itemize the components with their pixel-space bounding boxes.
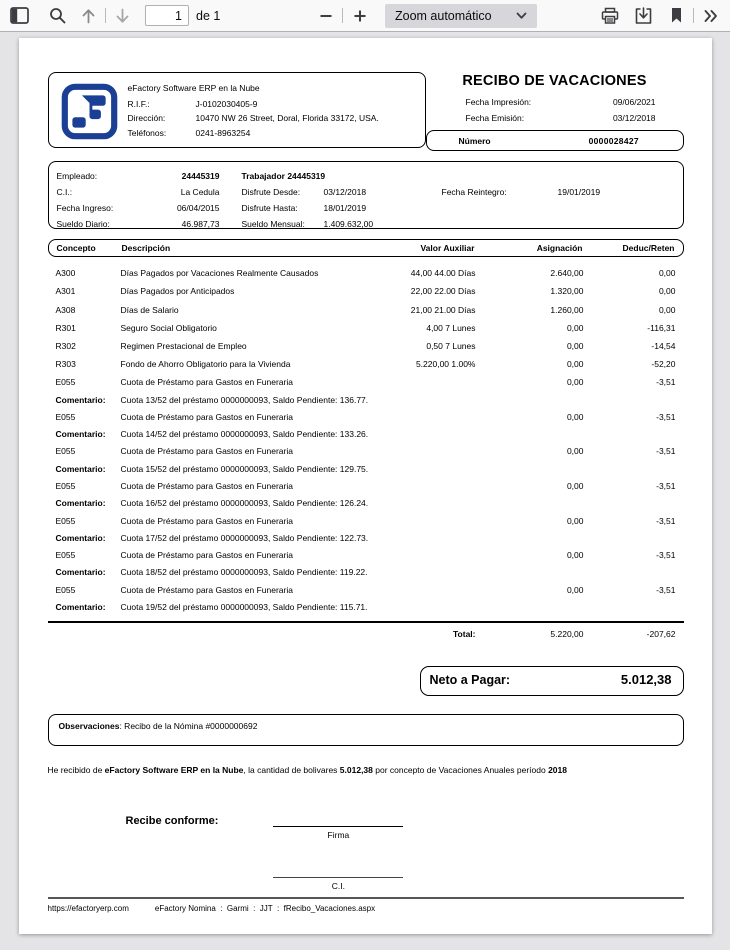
concept-row: R301 Seguro Social Obligatorio 4,00 7 Lunes 0,00 -116,31	[55, 322, 676, 333]
page-count-label: de 1	[196, 8, 221, 23]
total-asignacion: 5.220,00	[550, 629, 584, 640]
page-number-input[interactable]	[145, 5, 189, 26]
ack-part3: por concepto de Vacaciones Anuales período	[372, 764, 549, 775]
receipt-number-box	[426, 130, 684, 151]
ci-line	[273, 877, 403, 878]
sueldo-diario-value: 46.987,73	[181, 219, 220, 230]
concept-row: E055 Cuota de Préstamo para Gastos en Funeraria 0,00 -3,51	[55, 411, 676, 422]
reintegro-label: Fecha Reintegro:	[441, 187, 507, 198]
arrow-down-icon	[115, 8, 130, 24]
current-view-button[interactable]	[663, 2, 690, 29]
ci-label: C.I.:	[56, 187, 73, 198]
disfrute-desde-label: Disfrute Desde:	[241, 187, 301, 198]
concepts-table-header	[48, 239, 684, 257]
ack-amount: 5.012,38	[339, 764, 373, 775]
next-page-button[interactable]	[109, 2, 136, 29]
emission-date-value: 03/12/2018	[612, 112, 656, 123]
observaciones-box	[48, 714, 684, 746]
recibe-conforme-label: Recibe conforme:	[125, 815, 219, 828]
footer-path: eFactory Nomina : Garmi : JJT : fRecibo_Vacaciones.aspx	[154, 904, 376, 913]
document-footer	[48, 897, 684, 934]
ack-part2: , la cantidad de bolivares	[243, 764, 340, 775]
company-logo-icon	[61, 83, 118, 140]
sueldo-diario-label: Sueldo Diario:	[56, 219, 110, 230]
arrow-up-icon	[81, 8, 96, 24]
footer-url: https://efactoryerp.com	[47, 904, 129, 913]
zoom-select-label: Zoom automático	[395, 8, 492, 23]
toolbar-separator	[105, 8, 106, 23]
concept-row: E055 Cuota de Préstamo para Gastos en Funeraria 0,00 -3,51	[55, 481, 676, 492]
concept-row: R302 Regimen Prestacional de Empleo 0,50 7 Lunes 0,00 -14,54	[55, 340, 676, 351]
concept-row: E055 Cuota de Préstamo para Gastos en Funeraria 0,00 -3,51	[55, 377, 676, 388]
ingreso-label: Fecha Ingreso:	[56, 203, 114, 214]
total-deduccion: -207,62	[646, 629, 676, 640]
concept-row: A301 Días Pagados por Anticipados 22,00 22.00 Días 1.320,00 0,00	[55, 286, 676, 297]
address-label: Dirección:	[127, 113, 166, 124]
number-label: Número	[458, 135, 491, 146]
printer-icon	[601, 7, 619, 25]
trabajador-value: Trabajador 24445319	[241, 171, 326, 182]
company-info-box	[48, 72, 426, 148]
header-concepto: Concepto	[56, 243, 96, 254]
comment-row: Comentario: Cuota 15/52 del préstamo 0000000093, Saldo Pendiente: 129.75.	[55, 463, 369, 474]
empleado-label: Empleado:	[56, 171, 98, 182]
neto-a-pagar-box	[420, 666, 684, 696]
total-label: Total:	[452, 629, 476, 640]
concept-row: A308 Días de Salario 21,00 21.00 Días 1.260,00 0,00	[55, 304, 676, 315]
pdf-page	[19, 38, 712, 934]
address-value: 10470 NW 26 Street, Doral, Florida 33172, USA.	[195, 113, 379, 124]
download-button[interactable]	[630, 2, 657, 29]
minus-icon	[319, 9, 333, 23]
zoom-out-button[interactable]	[312, 2, 339, 29]
employee-info-box	[48, 161, 684, 229]
viewer-canvas	[0, 32, 730, 950]
neto-value: 5.012,38	[620, 672, 672, 688]
signature-area	[48, 813, 684, 891]
plus-icon	[353, 9, 367, 23]
double-chevron-right-icon	[703, 9, 719, 23]
phones-value: 0241-8963254	[195, 127, 251, 138]
more-tools-button[interactable]	[697, 2, 724, 29]
comment-row: Comentario: Cuota 14/52 del préstamo 0000000093, Saldo Pendiente: 133.26.	[55, 429, 369, 440]
comment-row: Comentario: Cuota 13/52 del préstamo 0000000093, Saldo Pendiente: 136.77.	[55, 394, 369, 405]
firma-label: Firma	[327, 830, 350, 841]
print-button[interactable]	[596, 2, 623, 29]
rif-label: R.I.F.:	[127, 98, 150, 109]
emission-date-label: Fecha Emisión:	[465, 112, 525, 123]
header-asignacion: Asignación	[536, 243, 583, 254]
disfrute-hasta-value: 18/01/2019	[323, 203, 367, 214]
toolbar-separator	[693, 8, 694, 23]
number-value: 0000028427	[588, 135, 639, 146]
neto-label: Neto a Pagar:	[429, 672, 511, 687]
concept-row: E055 Cuota de Préstamo para Gastos en Funeraria 0,00 -3,51	[55, 584, 676, 595]
header-deduc-reten: Deduc/Reten	[622, 243, 675, 254]
concept-row: E055 Cuota de Préstamo para Gastos en Funeraria 0,00 -3,51	[55, 550, 676, 561]
comment-row: Comentario: Cuota 16/52 del préstamo 0000000093, Saldo Pendiente: 126.24.	[55, 498, 369, 509]
zoom-in-button[interactable]	[346, 2, 373, 29]
sidebar-toggle-button[interactable]	[6, 2, 33, 29]
ci-value: La Cedula	[180, 187, 220, 198]
sidebar-toggle-icon	[10, 7, 29, 24]
phones-label: Teléfonos:	[127, 127, 167, 138]
disfrute-desde-value: 03/12/2018	[323, 187, 367, 198]
sueldo-mensual-label: Sueldo Mensual:	[241, 219, 305, 230]
rif-value: J-0102030405-9	[195, 98, 258, 109]
signature-line	[273, 826, 403, 827]
empleado-value: 24445319	[181, 171, 220, 182]
search-icon	[49, 7, 66, 24]
concept-rows	[48, 264, 684, 615]
concept-row: R303 Fondo de Ahorro Obligatorio para la Vivienda 5.220,00 1.00% 0,00 -52,20	[55, 359, 676, 370]
concept-row: A300 Días Pagados por Vacaciones Realmente Causados 44,00 44.00 Días 2.640,00 0,00	[55, 268, 676, 279]
header-descripcion: Descripción	[121, 243, 171, 254]
print-date-label: Fecha Impresión:	[465, 97, 532, 108]
download-icon	[634, 7, 653, 25]
chevron-down-icon	[516, 9, 527, 23]
ingreso-value: 06/04/2015	[176, 203, 220, 214]
observaciones-label: Observaciones	[58, 720, 120, 731]
ack-company: eFactory Software ERP en la Nube	[104, 764, 244, 775]
comment-row: Comentario: Cuota 17/52 del préstamo 0000000093, Saldo Pendiente: 122.73.	[55, 532, 369, 543]
previous-page-button[interactable]	[75, 2, 102, 29]
reintegro-value: 19/01/2019	[557, 187, 601, 198]
pdf-toolbar	[0, 0, 730, 32]
bookmark-icon	[670, 7, 683, 24]
comment-row: Comentario: Cuota 18/52 del préstamo 0000000093, Saldo Pendiente: 119.22.	[55, 567, 368, 578]
ci-label-signature: C.I.	[331, 881, 346, 892]
comment-row: Comentario: Cuota 19/52 del préstamo 0000000093, Saldo Pendiente: 115.71.	[55, 602, 368, 613]
document-title: RECIBO DE VACACIONES	[462, 73, 647, 89]
total-row	[48, 623, 684, 647]
disfrute-hasta-label: Disfrute Hasta:	[241, 203, 298, 214]
zoom-select[interactable]	[385, 4, 537, 28]
concept-row: E055 Cuota de Préstamo para Gastos en Funeraria 0,00 -3,51	[55, 515, 676, 526]
observaciones-text: : Recibo de la Nómina #0000000692	[119, 720, 258, 731]
find-button[interactable]	[44, 2, 71, 29]
ack-year: 2018	[548, 764, 567, 775]
ack-part1: He recibido de	[47, 764, 105, 775]
toolbar-separator	[342, 8, 343, 23]
header-valor-auxiliar: Valor Auxiliar	[420, 243, 475, 254]
concept-row: E055 Cuota de Préstamo para Gastos en Funeraria 0,00 -3,51	[55, 446, 676, 457]
sueldo-mensual-value: 1.409.632,00	[323, 219, 374, 230]
acknowledgement-paragraph	[48, 763, 600, 778]
print-date-value: 09/06/2021	[612, 97, 656, 108]
company-name: eFactory Software ERP en la Nube	[127, 83, 260, 93]
